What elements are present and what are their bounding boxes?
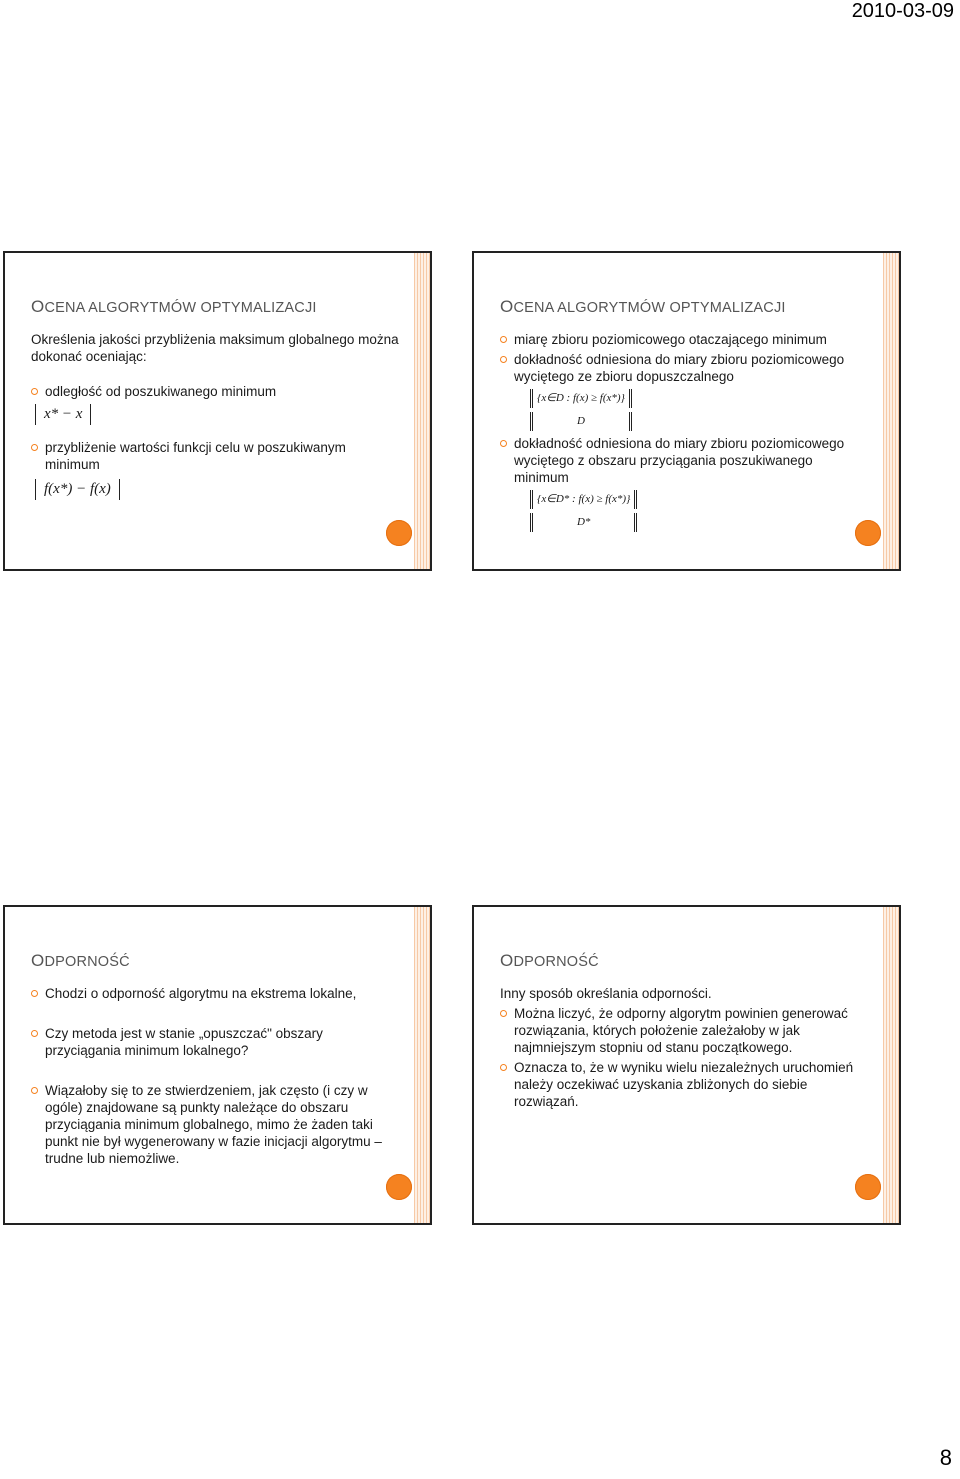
slide-title: ODPORNOŚĆ (31, 951, 130, 970)
sub-bullet-item: dokładność odniesiona do miary zbioru poziomicowego wyciętego z obszaru przyciągania poszukiwanego minimum (500, 435, 870, 486)
slide-2 (472, 251, 901, 571)
formula-function-diff: f(x*) − f(x) (35, 479, 120, 500)
bullet-item: Można liczyć, że odporny algorytm powinien generować rozwiązania, których położenie zależałoby w jak najmniejszym stopniu od stanu początkowego. (500, 1005, 870, 1056)
slide-decor-strip (414, 253, 430, 569)
slide-dot-icon (855, 1174, 881, 1200)
bullet-item: Chodzi o odporność algorytmu na ekstrema lokalne, (31, 985, 401, 1002)
slide-dot-icon (386, 520, 412, 546)
page-date: 2010-03-09 (851, 0, 954, 22)
slide-title: OCENA ALGORYTMÓW OPTYMALIZACJI (500, 297, 786, 316)
slide-4 (472, 905, 901, 1225)
slide-body (500, 985, 870, 1110)
bullet-item: Wiązałoby się to ze stwierdzeniem, jak często (i czy w ogóle) znajdowane są punkty należące do obszaru przyciągania minimum globalnego, mimo że żaden taki punkt nie był wygenerowany w fazie inicjacji algorytmu – trudne lub niemożliwe. (31, 1082, 401, 1167)
slide-decor-strip (414, 907, 430, 1223)
formula-level-set-D: {x∈D : f(x) ≥ f(x*)} D (530, 389, 632, 431)
slide-body (500, 331, 870, 532)
slide-dot-icon (386, 1174, 412, 1200)
slide-body (31, 331, 401, 500)
slide-decor-strip (883, 253, 899, 569)
bullet-item: miarę zbioru poziomicowego otaczającego minimum (500, 331, 870, 348)
page-number: 8 (939, 1445, 952, 1470)
bullet-item: Czy metoda jest w stanie „opuszczać" obszary przyciągania minimum lokalnego? (31, 1025, 401, 1059)
sub-bullet-item: dokładność odniesiona do miary zbioru poziomicowego wyciętego ze zbioru dopuszczalnego (500, 351, 870, 385)
bullet-item: przybliżenie wartości funkcji celu w poszukiwanym minimum (31, 439, 401, 473)
slide-body (31, 985, 401, 1167)
bullet-item: odległość od poszukiwanego minimum (31, 383, 401, 400)
bullet-item: Oznacza to, że w wyniku wielu niezależnych uruchomień należy oczekiwać uzyskania zbliżonych do siebie rozwiązań. (500, 1059, 870, 1110)
slide-title: ODPORNOŚĆ (500, 951, 599, 970)
slide-title: OCENA ALGORYTMÓW OPTYMALIZACJI (31, 297, 317, 316)
slide-1 (3, 251, 432, 571)
formula-level-set-Dstar: {x∈D* : f(x) ≥ f(x*)} D* (530, 490, 637, 532)
slide-decor-strip (883, 907, 899, 1223)
slide-3 (3, 905, 432, 1225)
slide-intro: Określenia jakości przybliżenia maksimum globalnego można dokonać oceniając: (31, 332, 399, 364)
slide-intro: Inny sposób określania odporności. (500, 986, 712, 1001)
formula-distance: x* − x (35, 404, 91, 425)
